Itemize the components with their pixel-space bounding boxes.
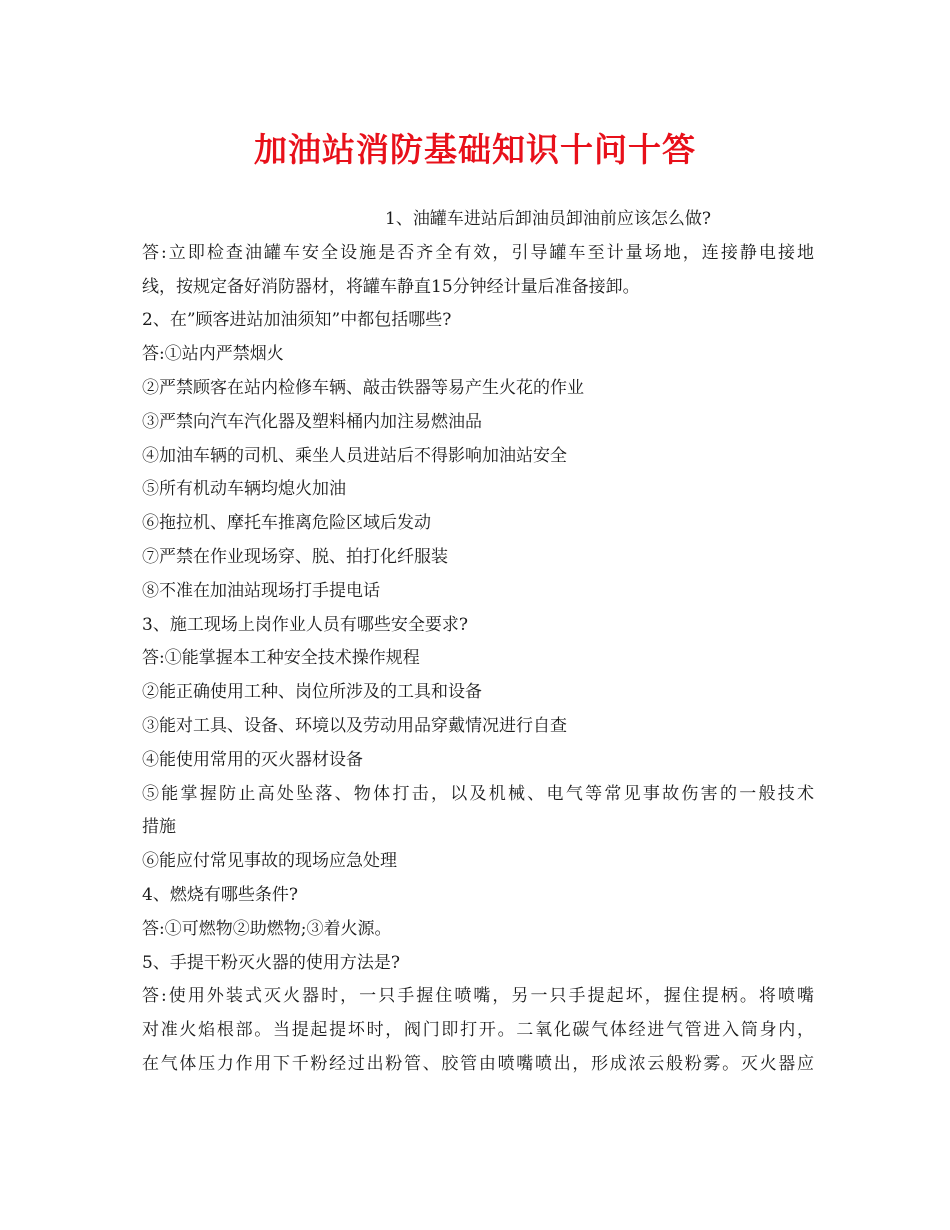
answer-3-item-5-line-2: 措施 (142, 817, 176, 838)
document-body (142, 203, 814, 1082)
question-5: 5、手提干粉灭火器的使用方法是? (142, 952, 400, 973)
answer-1-line-2: 线，按规定备好消防器材，将罐车静直15分钟经计量后准备接卸。 (142, 276, 640, 297)
answer-4: 答:①可燃物②助燃物;③着火源。 (142, 918, 392, 939)
question-2: 2、在”顾客进站加油须知”中都包括哪些? (142, 310, 452, 331)
answer-1-line-1: 答:立即检查油罐车安全设施是否齐全有效，引导罐车至计量场地，连接静电接地 (142, 242, 814, 263)
answer-3-item-2: ②能正确使用工种、岗位所涉及的工具和设备 (142, 682, 482, 703)
answer-3-item-4: ④能使用常用的灭火器材设备 (142, 749, 363, 770)
answer-3-item-3: ③能对工具、设备、环境以及劳动用品穿戴情况进行自查 (142, 715, 567, 736)
document-title: 加油站消防基础知识十问十答 (254, 130, 696, 169)
answer-5-line-2: 对准火焰根部。当提起提坏时，阀门即打开。二氧化碳气体经进气管进入筒身内， (142, 1020, 814, 1041)
answer-3-item-6: ⑥能应付常见事故的现场应急处理 (142, 851, 397, 872)
answer-3-item-5-line-1: ⑤能掌握防止高处坠落、物体打击，以及机械、电气等常见事故伤害的一般技术 (142, 783, 814, 804)
question-3: 3、施工现场上岗作业人员有哪些安全要求? (142, 614, 468, 635)
answer-2-item-8: ⑧不准在加油站现场打手提电话 (142, 580, 380, 601)
answer-2-item-2: ②严禁顾客在站内检修车辆、敲击铁器等易产生火花的作业 (142, 377, 584, 398)
answer-5-line-1: 答:使用外装式灭火器时，一只手握住喷嘴，另一只手提起坏，握住提柄。将喷嘴 (142, 986, 814, 1007)
question-4: 4、燃烧有哪些条件? (142, 884, 298, 905)
answer-2-item-5: ⑤所有机动车辆均熄火加油 (142, 479, 346, 500)
answer-2-item-3: ③严禁向汽车汽化器及塑料桶内加注易燃油品 (142, 411, 482, 432)
answer-2-item-6: ⑥拖拉机、摩托车推离危险区域后发动 (142, 513, 431, 534)
answer-5-line-3: 在气体压力作用下千粉经过出粉管、胶管由喷嘴喷出，形成浓云般粉雾。灭火器应 (142, 1053, 814, 1074)
question-1: 1、油罐车进站后卸油员卸油前应该怎么做? (385, 209, 711, 229)
answer-2-item-7: ⑦严禁在作业现场穿、脱、拍打化纤服装 (142, 546, 448, 567)
answer-3-item-1: 答:①能掌握本工种安全技术操作规程 (142, 648, 420, 669)
answer-2-item-1: 答:①站内严禁烟火 (142, 344, 284, 365)
answer-2-item-4: ④加油车辆的司机、乘坐人员进站后不得影响加油站安全 (142, 445, 567, 466)
